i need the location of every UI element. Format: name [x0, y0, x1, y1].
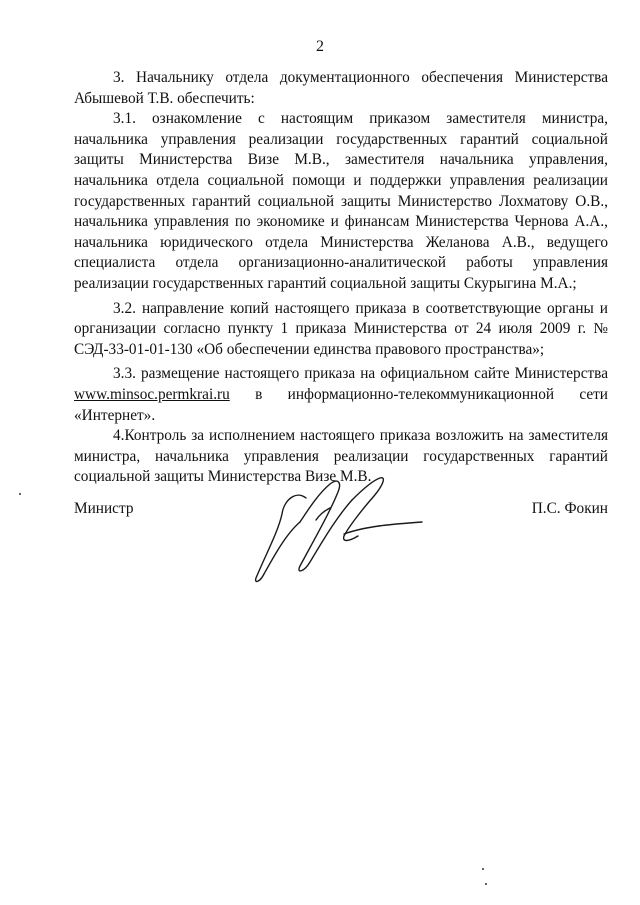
handwritten-signature [248, 470, 428, 590]
paragraph-3-3-end: «Интернет». [74, 406, 156, 424]
paragraph-3-3-url-line [74, 385, 608, 406]
document-body [74, 68, 608, 488]
signatory-title: Министр [74, 500, 134, 517]
paragraph-4: 4.Контроль за исполнением настоящего приказа возложить на заместителя министра, начальника управления реализации государственных гарантий социальной защиты Министерства Визе М.В. [74, 427, 608, 486]
website-link[interactable]: www.minsoc.permkrai.ru [74, 385, 230, 403]
scan-speck [19, 493, 21, 495]
paragraph-3-1: 3.1. ознакомление с настоящим приказом заместителя министра, начальника управления реализации государственных гарантий социальной защиты Министерства Визе М.В., заместителя начальника управления, начальника отдела социальной помощи и поддержки управления реализации государственных гарантий социальной защиты Министерство Лохматову О.В., начальника управления по экономике и финансам Министерства Чернова А.А., начальника юридического отдела Министерства Желанова А.В., ведущего специалиста отдела организационно-аналитической работы управления реализации государственных гарантий социальной защиты Скурыгина М.А.; [74, 110, 608, 292]
page-number: 2 [316, 38, 324, 55]
paragraph-3-2: 3.2. направление копий настоящего приказа в соответствующие органы и организации согласно пункту 1 приказа Министерства от 24 июля 2009 г. № СЭД-33-01-01-130 «Об обеспечении единства правового пространства»; [74, 299, 608, 358]
paragraph-3-continuation: Абышевой Т.В. обеспечить: [74, 89, 255, 107]
paragraph-3-lead: 3. Начальнику отдела документационного обеспечения Министерства [113, 69, 608, 86]
paragraph-3-3-url-tail: в информационно-телекоммуникационной сети [255, 385, 608, 403]
signatory-name: П.С. Фокин [531, 500, 608, 517]
paragraph-3-3-lead: 3.3. размещение настоящего приказа на официальном сайте Министерства [113, 365, 608, 383]
scan-speck [482, 868, 484, 870]
scan-speck [485, 883, 487, 885]
